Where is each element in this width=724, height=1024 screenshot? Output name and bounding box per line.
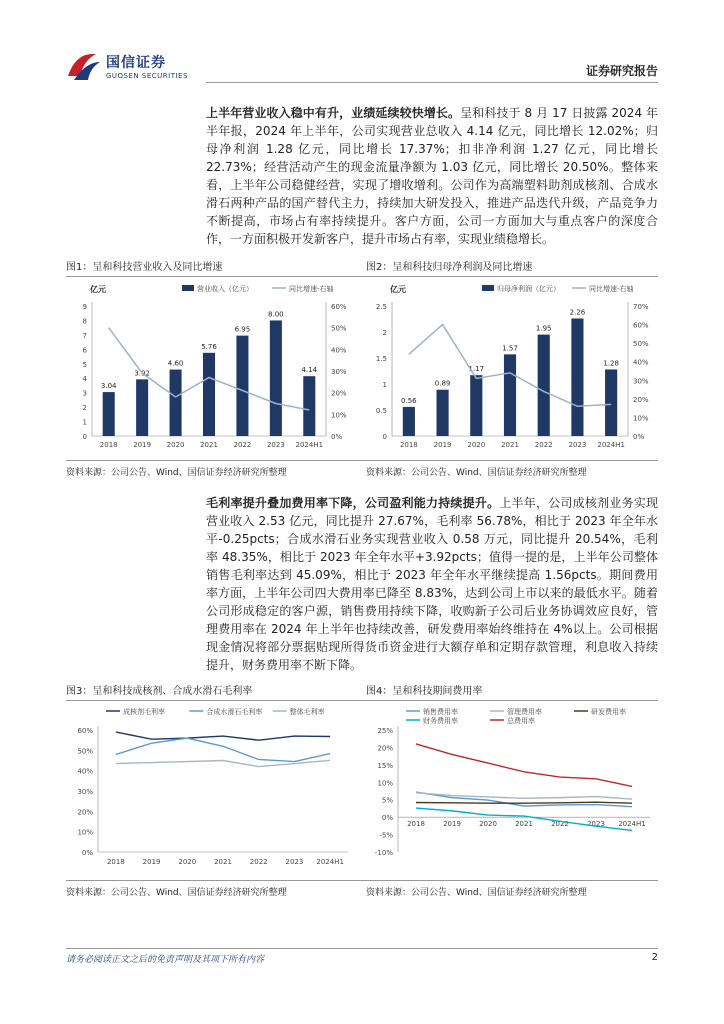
x-tick-label: 2022 bbox=[534, 441, 553, 449]
y2-tick-label: 10% bbox=[331, 411, 347, 420]
x-tick-label: 2019 bbox=[133, 441, 152, 449]
bar-data-label: 4.14 bbox=[301, 366, 318, 375]
logo-text-cn: 国信证券 bbox=[106, 55, 166, 71]
bar-data-label: 4.60 bbox=[167, 359, 184, 368]
y-tick-label: 1.5 bbox=[375, 355, 387, 363]
y-tick-label: 50% bbox=[77, 747, 93, 756]
y-tick-label: 9 bbox=[82, 303, 87, 311]
x-tick-label: 2024H1 bbox=[618, 820, 646, 829]
y-tick-label: 25% bbox=[377, 727, 393, 735]
legend-label: 财务费用率 bbox=[423, 717, 458, 725]
y-tick-label: 0% bbox=[381, 814, 393, 823]
legend-label: 销售费用率 bbox=[423, 708, 458, 716]
bar bbox=[437, 390, 449, 436]
figure-3-title: 图3：呈和科技成核剂、合成水滑石毛利率 bbox=[66, 682, 366, 701]
bar bbox=[470, 375, 482, 436]
bar bbox=[203, 353, 215, 436]
logo-text-en: GUOSEN SECURITIES bbox=[106, 72, 188, 80]
paragraph-revenue-lead: 上半年营业收入稳中有升，业绩延续较快增长。 bbox=[206, 106, 461, 120]
y-tick-label: 15% bbox=[377, 761, 393, 770]
y2-tick-label: 70% bbox=[633, 303, 649, 311]
y-tick-label: -10% bbox=[374, 849, 393, 857]
bar bbox=[403, 407, 415, 436]
x-tick-label: 2023 bbox=[568, 441, 587, 449]
y2-tick-label: 10% bbox=[633, 414, 649, 423]
chart-net-profit bbox=[366, 278, 658, 456]
bar-data-label: 0.89 bbox=[434, 379, 451, 388]
bar-data-label: 0.56 bbox=[401, 396, 417, 405]
chart-revenue bbox=[66, 278, 356, 456]
bar-data-label: 1.95 bbox=[535, 324, 552, 333]
legend-label: 管理费用率 bbox=[507, 708, 542, 716]
legend-swatch-bar bbox=[482, 285, 494, 291]
unit-label: 亿元 bbox=[390, 285, 406, 294]
y-tick-label: 7 bbox=[82, 331, 87, 340]
y-tick-label: 10% bbox=[77, 828, 93, 837]
y-tick-label: 2.5 bbox=[375, 303, 387, 311]
series-line bbox=[116, 738, 330, 761]
paragraph-revenue-text: 呈和科技于 8 月 17 日披露 2024 年半年报，2024 年上半年，公司实现营业总收入 4.14 亿元，同比增长 12.02%；归母净利润 1.28 亿元，同比增长 17.37%；扣非净利润 1.27 亿元，同比增长 22.73%；经营活动产生的现金流量净额为 1.03 亿元，同比增长 20.50%。整体来看，上半年公司稳健经营，实现了增收增利。公司作为高端塑料助剂成核剂、合成水滑石两种产品的国产替代主力，持续加大研发投入，推进产品迭代升级，产品竞争力不断提高，市场占有率持续提升。客户方面，公司一方面加大与重点客户的深度合作，一方面积极开发新客户，提升市场占有率，实现业绩稳增长。 bbox=[206, 106, 658, 246]
x-tick-label: 2018 bbox=[399, 441, 418, 449]
footer-disclaimer: 请务必阅读正文之后的免责声明及其项下所有内容 bbox=[66, 955, 265, 965]
bar-data-label: 3.04 bbox=[100, 382, 117, 391]
bar bbox=[136, 379, 148, 436]
y2-tick-label: 0% bbox=[331, 433, 343, 441]
guosen-logo-icon bbox=[66, 50, 102, 82]
y2-tick-label: 40% bbox=[331, 346, 347, 355]
bar-data-label: 1.57 bbox=[502, 344, 518, 353]
y2-tick-label: 50% bbox=[331, 324, 347, 333]
bar-data-label: 5.76 bbox=[201, 342, 217, 351]
page-header bbox=[0, 0, 724, 90]
paragraph-margin bbox=[206, 494, 658, 674]
bar bbox=[270, 320, 282, 436]
y-tick-label: 1 bbox=[382, 381, 387, 389]
legend-label-line: 同比增速-右轴 bbox=[589, 285, 634, 293]
paragraph-revenue bbox=[206, 104, 658, 248]
x-tick-label: 2023 bbox=[266, 441, 285, 449]
figure-1 bbox=[66, 258, 366, 480]
x-tick-label: 2022 bbox=[233, 441, 252, 449]
y-tick-label: 3 bbox=[82, 389, 87, 398]
chart-gross-margin bbox=[66, 702, 356, 878]
bar bbox=[538, 335, 550, 436]
x-tick-label: 2019 bbox=[142, 858, 161, 866]
x-tick-label: 2024H1 bbox=[316, 858, 344, 866]
bar-data-label: 1.17 bbox=[468, 365, 485, 374]
chart-expense-ratio bbox=[366, 702, 658, 878]
x-tick-label: 2023 bbox=[285, 858, 304, 866]
y2-tick-label: 40% bbox=[633, 358, 649, 367]
figure-2-source: 资料来源：公司公告、Wind、国信证券经济研究所整理 bbox=[366, 460, 658, 478]
legend-label: 总费用率 bbox=[507, 717, 535, 725]
y-tick-label: 5 bbox=[82, 360, 87, 369]
bar-data-label: 6.95 bbox=[234, 325, 251, 334]
bar-data-label: 8.00 bbox=[268, 310, 284, 319]
legend-label: 成核剂毛利率 bbox=[123, 708, 165, 716]
x-tick-label: 2021 bbox=[501, 441, 519, 449]
guosen-logo bbox=[66, 50, 206, 86]
y2-tick-label: 0% bbox=[633, 433, 645, 441]
figure-1-source: 资料来源：公司公告、Wind、国信证券经济研究所整理 bbox=[66, 460, 366, 478]
bar bbox=[571, 318, 583, 436]
bar bbox=[236, 336, 248, 436]
y-tick-label: 60% bbox=[77, 727, 93, 735]
x-tick-label: 2024H1 bbox=[597, 441, 625, 449]
paragraph-margin-lead: 毛利率提升叠加费用率下降，公司盈利能力持续提升。 bbox=[206, 496, 500, 510]
legend-label: 研发费用率 bbox=[591, 708, 626, 716]
y-tick-label: 5% bbox=[381, 796, 393, 805]
figure-4-source: 资料来源：公司公告、Wind、国信证券经济研究所整理 bbox=[366, 880, 658, 898]
y-tick-label: 0% bbox=[81, 849, 93, 857]
series-line bbox=[116, 732, 330, 740]
x-tick-label: 2021 bbox=[515, 820, 533, 829]
legend-label-bar: 归母净利润（亿元） bbox=[497, 285, 560, 293]
figure-3 bbox=[66, 682, 366, 900]
x-tick-label: 2022 bbox=[249, 858, 268, 866]
x-tick-label: 2019 bbox=[443, 820, 461, 829]
paragraph-margin-text: 上半年，公司成核剂业务实现营业收入 2.53 亿元，同比提升 27.67%，毛利率 56.78%，相比于 2023 年全年水平-0.25pcts；合成水滑石业务实现营业收入 0.58 万元，同比提升 20.54%，毛利率 48.35%，相比于 2023 年全年水平+3.92pcts；值得一提的是，上半年公司整体销售毛利率达到 45.09%，相比于 2023 年全年水平继续提高 1.56pcts。期间费用率方面，上半年公司四大费用率已降至 8.83%，达到公司上市以来的最低水平。随着公司形成稳定的客户源，销售费用持续下降，收购新子公司后业务协调效应良好，管理费用率在 2024 年上半年也持续改善，研发费用率始终维持在 4%以上。公司根据现金情况将部分票据贴现所得货币资金进行大额存单和定期存款管理，利息收入持续提升，财务费用率不断下降。 bbox=[206, 496, 658, 672]
legend-label: 整体毛利率 bbox=[289, 708, 325, 716]
y-tick-label: 20% bbox=[377, 744, 393, 753]
bar bbox=[103, 392, 115, 436]
bar bbox=[504, 354, 516, 436]
y-tick-label: 6 bbox=[82, 346, 87, 355]
bar-data-label: 2.26 bbox=[569, 308, 586, 317]
figure-2 bbox=[366, 258, 658, 480]
y-tick-label: 30% bbox=[77, 788, 93, 796]
x-tick-label: 2020 bbox=[467, 441, 486, 449]
x-tick-label: 2020 bbox=[166, 441, 185, 449]
figure-4-title: 图4：呈和科技期间费用率 bbox=[366, 682, 658, 701]
y2-tick-label: 20% bbox=[331, 389, 347, 398]
figure-1-title: 图1：呈和科技营业收入及同比增速 bbox=[66, 258, 366, 277]
legend-label: 合成水滑石毛利率 bbox=[206, 708, 263, 716]
series-line bbox=[416, 802, 632, 803]
x-tick-label: 2024H1 bbox=[295, 441, 324, 449]
y-tick-label: -5% bbox=[379, 831, 393, 840]
y-tick-label: 0.5 bbox=[375, 407, 387, 415]
y2-tick-label: 60% bbox=[331, 303, 347, 311]
footer-divider bbox=[66, 948, 658, 949]
legend-label-line: 同比增速-右轴 bbox=[289, 285, 334, 293]
y2-tick-label: 30% bbox=[633, 377, 649, 386]
y-tick-label: 10% bbox=[377, 779, 393, 788]
y-tick-label: 2 bbox=[382, 329, 387, 337]
header-divider bbox=[206, 82, 658, 83]
x-tick-label: 2018 bbox=[99, 441, 118, 449]
page-number: 2 bbox=[651, 952, 658, 963]
series-line bbox=[416, 793, 632, 799]
x-tick-label: 2021 bbox=[200, 441, 218, 449]
x-tick-label: 2018 bbox=[407, 820, 425, 829]
series-line bbox=[416, 744, 632, 787]
x-tick-label: 2022 bbox=[551, 820, 569, 829]
y-tick-label: 1 bbox=[82, 418, 87, 427]
bar-data-label: 1.28 bbox=[603, 359, 619, 368]
bar-data-label: 3.92 bbox=[134, 369, 150, 378]
figure-2-title: 图2：呈和科技归母净利润及同比增速 bbox=[366, 258, 658, 277]
series-line bbox=[416, 792, 632, 807]
y-tick-label: 0 bbox=[82, 433, 87, 441]
x-tick-label: 2019 bbox=[433, 441, 452, 449]
bar bbox=[303, 376, 315, 436]
y-tick-label: 8 bbox=[82, 317, 87, 326]
y-tick-label: 2 bbox=[82, 404, 87, 413]
report-type: 证券研究报告 bbox=[585, 64, 658, 78]
legend-swatch-bar bbox=[182, 285, 194, 291]
unit-label: 亿元 bbox=[90, 285, 106, 294]
x-tick-label: 2020 bbox=[479, 820, 497, 829]
y2-tick-label: 20% bbox=[633, 395, 649, 404]
figure-4 bbox=[366, 682, 658, 900]
y-tick-label: 40% bbox=[77, 767, 93, 776]
legend-label-bar: 营业收入（亿元） bbox=[197, 285, 253, 293]
bar bbox=[170, 370, 182, 436]
x-tick-label: 2021 bbox=[214, 858, 232, 866]
y-tick-label: 0 bbox=[382, 433, 387, 441]
x-tick-label: 2018 bbox=[106, 858, 125, 866]
y2-tick-label: 30% bbox=[331, 368, 347, 376]
y2-tick-label: 50% bbox=[633, 340, 649, 349]
y-tick-label: 20% bbox=[77, 808, 93, 817]
x-tick-label: 2023 bbox=[587, 820, 605, 829]
bar bbox=[605, 369, 617, 436]
y-tick-label: 4 bbox=[82, 375, 87, 384]
x-tick-label: 2020 bbox=[178, 858, 197, 866]
y2-tick-label: 60% bbox=[633, 321, 649, 330]
figure-3-source: 资料来源：公司公告、Wind、国信证券经济研究所整理 bbox=[66, 880, 366, 898]
